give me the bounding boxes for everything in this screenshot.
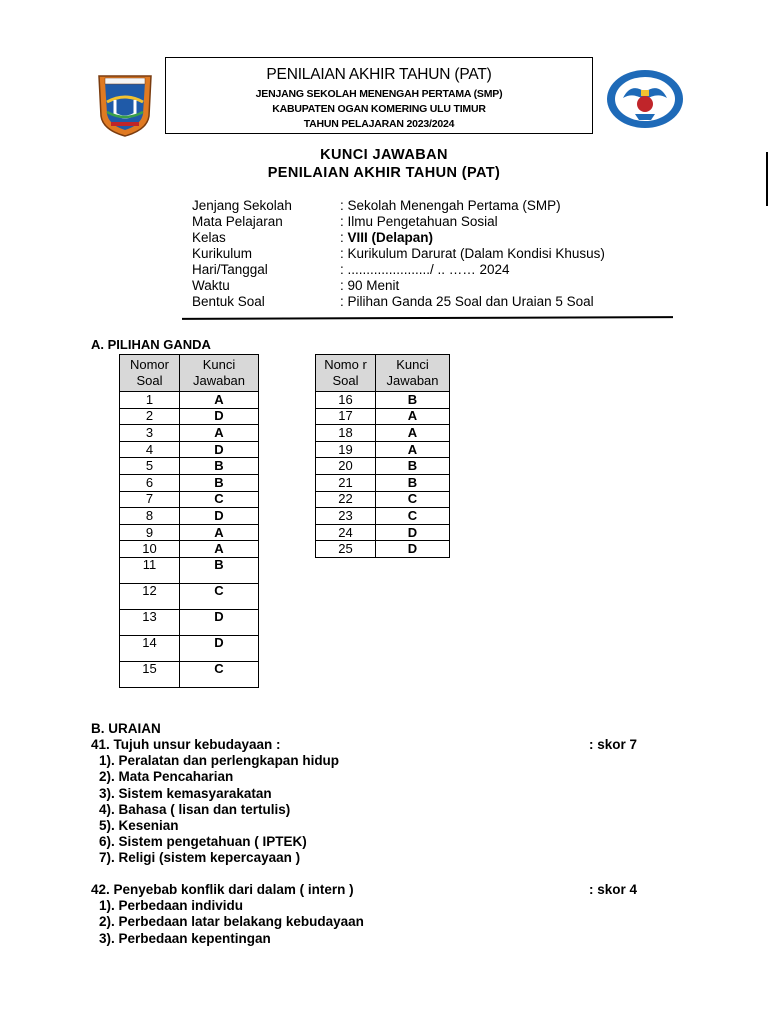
- info-label: Mata Pelajaran: [192, 214, 283, 229]
- question-number-cell: 4: [120, 441, 180, 458]
- header-line: KABUPATEN OGAN KOMERING ULU TIMUR: [272, 103, 486, 115]
- info-label: Waktu: [192, 278, 230, 293]
- answer-key-cell: C: [180, 491, 259, 508]
- section-a-heading: A. PILIHAN GANDA: [91, 337, 211, 352]
- answer-key-cell: C: [376, 491, 450, 508]
- info-row: [192, 214, 605, 230]
- table-row: [120, 635, 259, 661]
- answer-key-cell: A: [180, 524, 259, 541]
- answer-item: 2). Mata Pencaharian: [99, 769, 234, 785]
- column-header: Nomor Soal: [120, 355, 180, 392]
- question-text: 42. Penyebab konflik dari dalam ( intern ): [91, 882, 354, 897]
- question-number-cell: 23: [316, 508, 376, 525]
- table-row: [120, 661, 259, 687]
- answer-item: 1). Peralatan dan perlengkapan hidup: [99, 753, 340, 769]
- answer-key-cell: D: [180, 635, 259, 661]
- answer-item: 6). Sistem pengetahuan ( IPTEK): [99, 834, 307, 850]
- question-number-cell: 8: [120, 508, 180, 525]
- table-header-row: [316, 355, 450, 392]
- question-number-cell: 20: [316, 458, 376, 475]
- answer-key-cell: D: [180, 609, 259, 635]
- answer-item: 4). Bahasa ( lisan dan tertulis): [99, 801, 291, 817]
- question-number-cell: 13: [120, 609, 180, 635]
- answer-key-cell: B: [376, 392, 450, 409]
- info-row: [192, 230, 605, 246]
- table-row: [316, 541, 450, 558]
- table-row: [316, 474, 450, 491]
- info-value: : Ilmu Pengetahuan Sosial: [340, 214, 498, 229]
- info-value: : Sekolah Menengah Pertama (SMP): [340, 198, 561, 213]
- answer-key-cell: D: [180, 408, 259, 425]
- tut-wuri-handayani-icon: [605, 68, 685, 130]
- table-row: [120, 583, 259, 609]
- answer-key-cell: B: [180, 458, 259, 475]
- question-number-cell: 11: [120, 557, 180, 583]
- answer-item: 3). Perbedaan kepentingan: [99, 930, 271, 946]
- info-value-bold: VIII (Delapan): [347, 230, 434, 245]
- answer-item: 5). Kesenian: [99, 818, 179, 834]
- answer-key-cell: A: [180, 541, 259, 558]
- header-box: [165, 57, 593, 134]
- question-number-cell: 22: [316, 491, 376, 508]
- info-value-prefix: :: [340, 230, 348, 245]
- table-row: [120, 474, 259, 491]
- document-title: [0, 146, 768, 182]
- answer-item: 2). Perbedaan latar belakang kebudayaan: [99, 914, 364, 930]
- info-value: : ....................../ .. …… 2024: [340, 262, 510, 277]
- essay-question-41: [91, 737, 651, 867]
- question-number-cell: 2: [120, 408, 180, 425]
- question-number-cell: 17: [316, 408, 376, 425]
- answer-key-table-2: [315, 354, 450, 558]
- info-label: Jenjang Sekolah: [192, 198, 292, 213]
- question-number-cell: 3: [120, 425, 180, 442]
- question-score: : skor 7: [589, 737, 638, 752]
- question-number-cell: 7: [120, 491, 180, 508]
- essay-question-42: [91, 882, 651, 947]
- info-value: : 90 Menit: [340, 278, 400, 293]
- question-number-cell: 12: [120, 583, 180, 609]
- answer-key-cell: A: [180, 425, 259, 442]
- answer-key-cell: C: [376, 508, 450, 525]
- table-row: [316, 458, 450, 475]
- info-value: : Kurikulum Darurat (Dalam Kondisi Khusus): [340, 246, 605, 261]
- question-number-cell: 18: [316, 425, 376, 442]
- question-number-cell: 10: [120, 541, 180, 558]
- answer-key-table-1: [119, 354, 259, 688]
- answer-key-cell: D: [376, 524, 450, 541]
- title-line-1: KUNCI JAWABAN: [320, 147, 448, 163]
- table-row: [120, 425, 259, 442]
- info-label: Hari/Tanggal: [192, 262, 268, 277]
- answer-key-cell: D: [180, 441, 259, 458]
- table-row: [120, 458, 259, 475]
- table-row: [316, 392, 450, 409]
- info-row: [192, 262, 605, 278]
- info-label: Kurikulum: [192, 246, 253, 261]
- question-number-cell: 16: [316, 392, 376, 409]
- answer-key-cell: D: [180, 508, 259, 525]
- info-row: [192, 278, 605, 294]
- question-number-cell: 6: [120, 474, 180, 491]
- table-row: [120, 609, 259, 635]
- table-row: [316, 408, 450, 425]
- question-text: 41. Tujuh unsur kebudayaan :: [91, 737, 281, 752]
- table-row: [120, 557, 259, 583]
- info-value: [340, 230, 433, 246]
- table-row: [120, 541, 259, 558]
- answer-key-cell: B: [180, 474, 259, 491]
- column-header: Nomo r Soal: [316, 355, 376, 392]
- info-label: Kelas: [192, 230, 226, 245]
- info-label: Bentuk Soal: [192, 294, 265, 309]
- header-line: TAHUN PELAJARAN 2023/2024: [303, 118, 455, 130]
- exam-info: [192, 198, 605, 310]
- table-header-row: [120, 355, 259, 392]
- answer-key-cell: A: [376, 441, 450, 458]
- answer-key-cell: A: [180, 392, 259, 409]
- question-number-cell: 21: [316, 474, 376, 491]
- question-number-cell: 9: [120, 524, 180, 541]
- table-body: [316, 392, 450, 558]
- answer-key-cell: D: [376, 541, 450, 558]
- divider: [182, 316, 673, 320]
- header-title: PENILAIAN AKHIR TAHUN (PAT): [266, 66, 492, 83]
- question-number-cell: 14: [120, 635, 180, 661]
- table-row: [120, 524, 259, 541]
- question-number-cell: 25: [316, 541, 376, 558]
- table-row: [316, 491, 450, 508]
- answer-key-cell: B: [376, 458, 450, 475]
- answer-item: 3). Sistem kemasyarakatan: [99, 785, 272, 801]
- table-row: [316, 524, 450, 541]
- table-row: [316, 441, 450, 458]
- question-number-cell: 15: [120, 661, 180, 687]
- info-row: [192, 294, 605, 310]
- question-number-cell: 5: [120, 458, 180, 475]
- table-row: [120, 408, 259, 425]
- answer-key-cell: A: [376, 425, 450, 442]
- column-header: Kunci Jawaban: [180, 355, 259, 392]
- question-number-cell: 19: [316, 441, 376, 458]
- info-row: [192, 198, 605, 214]
- regency-emblem-icon: [93, 72, 157, 138]
- info-row: [192, 246, 605, 262]
- section-b-heading: B. URAIAN: [91, 721, 161, 736]
- answer-key-cell: B: [180, 557, 259, 583]
- question-number-cell: 1: [120, 392, 180, 409]
- answer-item: 1). Perbedaan individu: [99, 898, 244, 914]
- table-row: [120, 508, 259, 525]
- title-line-2: PENILAIAN AKHIR TAHUN (PAT): [267, 165, 501, 181]
- header-subtitle: [166, 87, 592, 132]
- answer-key-cell: C: [180, 583, 259, 609]
- answer-item: 7). Religi (sistem kepercayaan ): [99, 850, 301, 866]
- answer-key-cell: C: [180, 661, 259, 687]
- answer-key-cell: B: [376, 474, 450, 491]
- table-row: [316, 425, 450, 442]
- table-row: [120, 491, 259, 508]
- column-header: Kunci Jawaban: [376, 355, 450, 392]
- question-score: : skor 4: [589, 882, 638, 897]
- table-row: [316, 508, 450, 525]
- info-value: : Pilihan Ganda 25 Soal dan Uraian 5 Soal: [340, 294, 594, 309]
- table-body: [120, 392, 259, 688]
- answer-key-cell: A: [376, 408, 450, 425]
- table-row: [120, 441, 259, 458]
- question-number-cell: 24: [316, 524, 376, 541]
- header-line: JENJANG SEKOLAH MENENGAH PERTAMA (SMP): [255, 88, 503, 100]
- table-row: [120, 392, 259, 409]
